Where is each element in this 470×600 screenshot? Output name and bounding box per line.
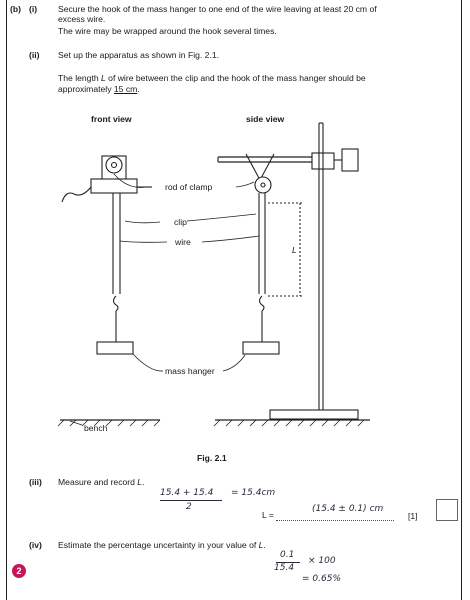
part-i-line1: Secure the hook of the mass hanger to one end of the wire leaving at least 20 cm of [58,4,377,14]
side-view-label: side view [246,114,285,124]
L-dimension-label: L [292,245,297,255]
clip-label: clip [174,217,187,227]
part-ii-label: (ii) [29,50,40,60]
uncertainty-times: × 100 [308,556,336,566]
wire-label: wire [175,237,191,247]
page-badge[interactable]: 2 [12,564,26,578]
part-iii-text: Measure and record L. [58,477,145,487]
working-fraction-bar [160,500,222,501]
bench-label: bench [84,423,108,433]
side-clip-v [246,154,274,180]
working-numerator: 15.4 + 15.4 [160,488,214,498]
front-hanger-mass [97,342,133,354]
stand-base [270,410,358,419]
boss-screw [342,149,358,171]
part-b-label: (b) [10,4,21,14]
part-i-label: (i) [29,4,38,14]
L-answer-line [276,520,394,521]
L-answer-value: (15.4 ± 0.1) cm [312,504,384,514]
side-hook [260,296,265,311]
side-hanger-mass [243,342,279,354]
part-iv-text: Estimate the percentage uncertainty in your value of L. [58,540,266,550]
front-view-label: front view [91,114,132,124]
part-iv-label: (iv) [29,540,42,550]
working-result: = 15.4cm [231,488,276,498]
part-ii-line2: The length L of wire between the clip and the hook of the mass hanger should be [58,73,366,83]
front-clip-body [62,156,152,202]
uncertainty-denominator: 15.4 [274,563,295,573]
front-hook [114,296,119,311]
part-i-line3: The wire may be wrapped around the hook several times. [58,26,277,36]
mass-hanger-label: mass hanger [165,366,215,376]
working-denominator: 2 [186,502,192,512]
figure-caption: Fig. 2.1 [197,453,227,463]
rod-of-clamp-label: rod of clamp [165,182,213,192]
part-i-line2: excess wire. [58,14,106,24]
part-ii-line1: Set up the apparatus as shown in Fig. 2.1. [58,50,219,60]
mark-box [436,499,458,521]
L-answer-prefix: L = [262,510,274,520]
part-ii-line3: approximately 15 cm. [58,84,140,94]
part-iii-label: (iii) [29,477,42,487]
uncertainty-result: = 0.65% [302,574,341,584]
uncertainty-numerator: 0.1 [280,550,295,560]
marks-label: [1] [408,511,418,521]
